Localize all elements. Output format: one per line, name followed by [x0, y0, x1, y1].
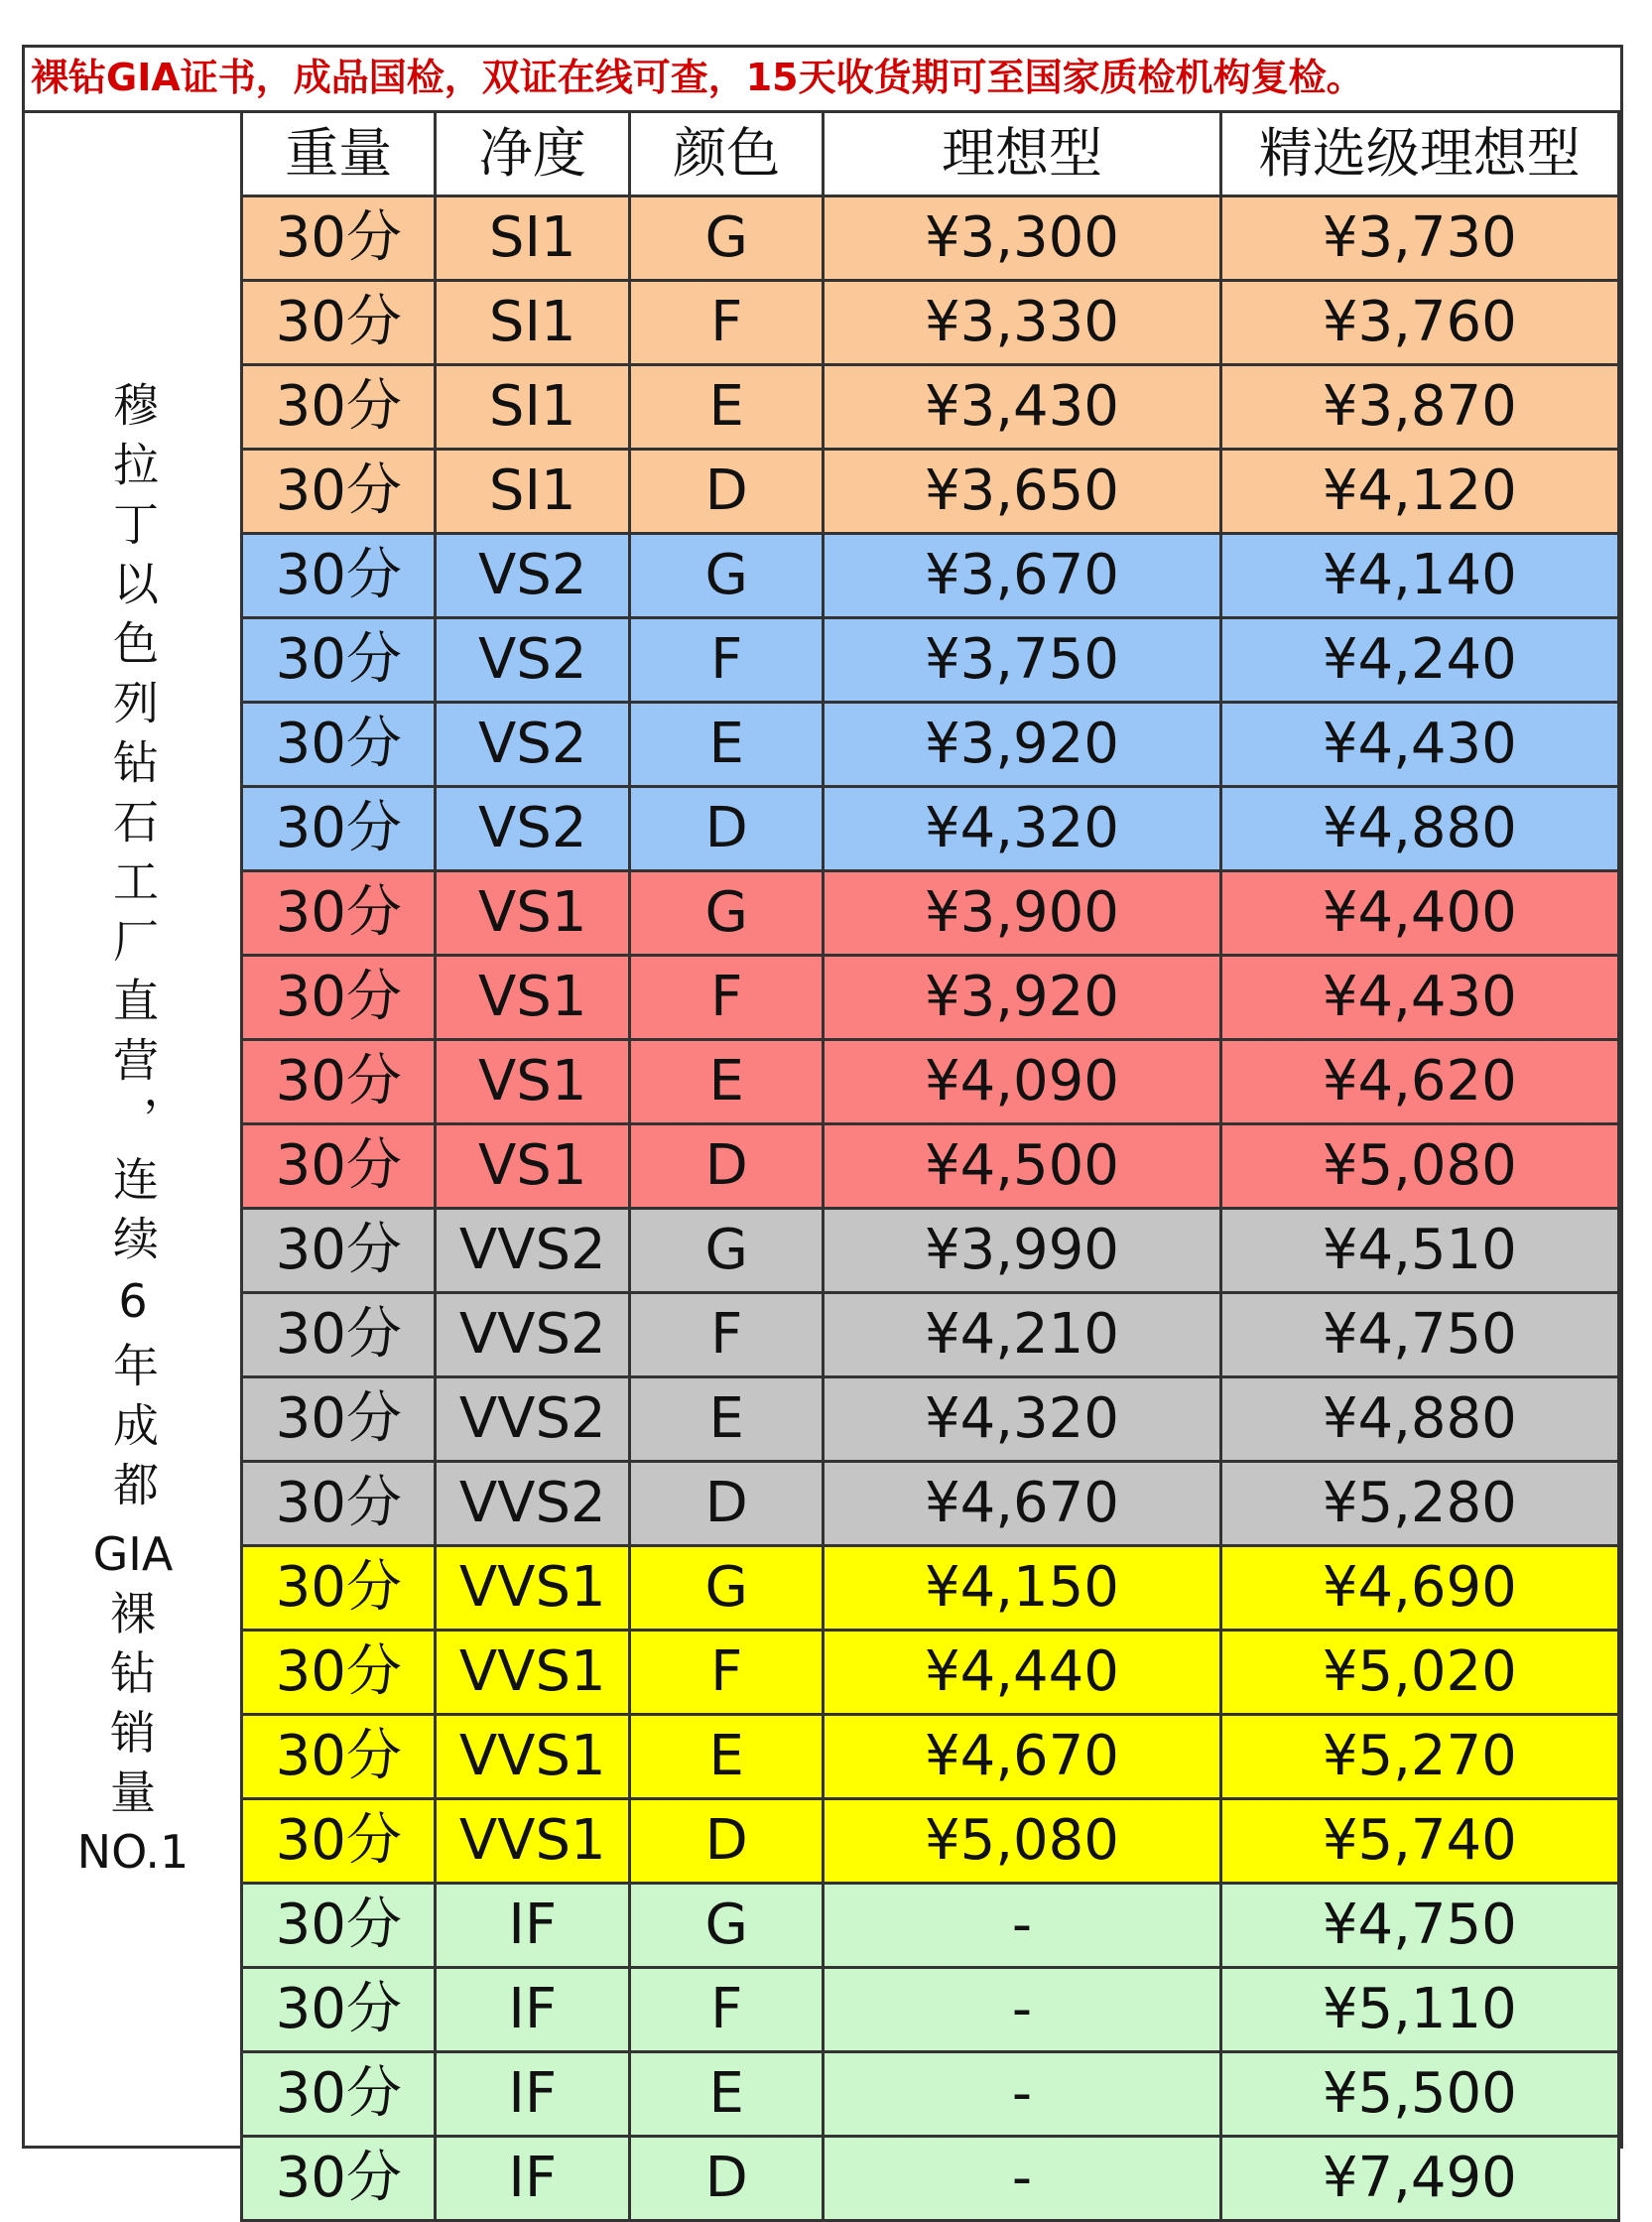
- cell-ideal-price: -: [824, 1884, 1220, 1968]
- header-ideal: 理想型: [824, 112, 1220, 196]
- table-row: [242, 956, 1619, 1040]
- cell-premium-price: ¥7,490: [1220, 2137, 1618, 2221]
- cell-premium-price: ¥4,120: [1220, 450, 1618, 534]
- table-row: [242, 703, 1619, 787]
- cell-ideal-price: ¥3,750: [824, 618, 1220, 703]
- table-row: [242, 1040, 1619, 1124]
- cell-weight: 30分: [242, 450, 436, 534]
- cell-color: D: [630, 1799, 824, 1884]
- cell-color: F: [630, 1968, 824, 2052]
- cell-clarity: VVS2: [436, 1377, 630, 1462]
- cell-color: G: [630, 1209, 824, 1293]
- cell-weight: 30分: [242, 1631, 436, 1715]
- cell-premium-price: ¥4,690: [1220, 1546, 1618, 1631]
- cell-weight: 30分: [242, 1040, 436, 1124]
- cell-clarity: VVS1: [436, 1546, 630, 1631]
- cell-color: E: [630, 1715, 824, 1799]
- table-body: [242, 196, 1619, 2221]
- cell-ideal-price: ¥4,670: [824, 1715, 1220, 1799]
- cell-ideal-price: ¥4,440: [824, 1631, 1220, 1715]
- cell-weight: 30分: [242, 787, 436, 871]
- cell-clarity: VS2: [436, 787, 630, 871]
- table-row: [242, 1462, 1619, 1546]
- cell-weight: 30分: [242, 1968, 436, 2052]
- side-label-tail: [77, 1524, 190, 1882]
- side-label-tail-line: 销: [110, 1705, 156, 1760]
- cell-premium-price: ¥5,080: [1220, 1124, 1618, 1209]
- cell-clarity: VS2: [436, 703, 630, 787]
- cell-color: E: [630, 1377, 824, 1462]
- table-row: [242, 1968, 1619, 2052]
- cell-color: G: [630, 871, 824, 956]
- cell-color: E: [630, 703, 824, 787]
- table-row: [242, 1546, 1619, 1631]
- cell-ideal-price: ¥4,320: [824, 1377, 1220, 1462]
- cell-clarity: VS1: [436, 871, 630, 956]
- cell-weight: 30分: [242, 956, 436, 1040]
- table-row: [242, 1631, 1619, 1715]
- cell-clarity: VVS2: [436, 1293, 630, 1377]
- cell-color: G: [630, 1546, 824, 1631]
- price-sheet: [22, 45, 1623, 2210]
- cell-premium-price: ¥5,270: [1220, 1715, 1618, 1799]
- cell-color: F: [630, 618, 824, 703]
- cell-premium-price: ¥4,430: [1220, 956, 1618, 1040]
- header-color: 颜色: [630, 112, 824, 196]
- header-weight: 重量: [242, 112, 436, 196]
- table-row: [242, 618, 1619, 703]
- cell-weight: 30分: [242, 365, 436, 450]
- cell-clarity: SI1: [436, 281, 630, 365]
- table-row: [242, 1377, 1619, 1462]
- cell-clarity: IF: [436, 2137, 630, 2221]
- cell-color: E: [630, 365, 824, 450]
- table-row: [242, 196, 1619, 281]
- cell-color: G: [630, 196, 824, 281]
- cell-weight: 30分: [242, 703, 436, 787]
- cell-color: D: [630, 450, 824, 534]
- side-label-tail-line: GIA: [92, 1526, 174, 1581]
- table-row: [242, 450, 1619, 534]
- cell-weight: 30分: [242, 2052, 436, 2137]
- cell-weight: 30分: [242, 871, 436, 956]
- cell-premium-price: ¥4,620: [1220, 1040, 1618, 1124]
- cell-weight: 30分: [242, 618, 436, 703]
- side-label-tail-line: 钻: [110, 1645, 156, 1700]
- header-premium-ideal: 精选级理想型: [1220, 112, 1618, 196]
- cell-clarity: SI1: [436, 365, 630, 450]
- cell-ideal-price: ¥5,080: [824, 1799, 1220, 1884]
- table-row: [242, 2052, 1619, 2137]
- table-row: [242, 871, 1619, 956]
- cell-clarity: VS1: [436, 1040, 630, 1124]
- cell-color: F: [630, 1293, 824, 1377]
- cell-color: G: [630, 1884, 824, 1968]
- cell-clarity: IF: [436, 1968, 630, 2052]
- table-row: [242, 534, 1619, 618]
- cell-clarity: IF: [436, 1884, 630, 1968]
- cell-color: F: [630, 281, 824, 365]
- table-row: [242, 1124, 1619, 1209]
- table-row: [242, 787, 1619, 871]
- side-label-vertical-text: 穆拉丁以色列钻石工厂直营，连续6年成都: [106, 380, 160, 1520]
- cell-weight: 30分: [242, 1884, 436, 1968]
- cell-ideal-price: ¥3,670: [824, 534, 1220, 618]
- cell-ideal-price: ¥4,150: [824, 1546, 1220, 1631]
- cell-weight: 30分: [242, 196, 436, 281]
- cell-ideal-price: ¥4,320: [824, 787, 1220, 871]
- cell-ideal-price: ¥3,430: [824, 365, 1220, 450]
- cell-premium-price: ¥3,760: [1220, 281, 1618, 365]
- cell-premium-price: ¥4,880: [1220, 1377, 1618, 1462]
- cell-premium-price: ¥4,750: [1220, 1884, 1618, 1968]
- cell-premium-price: ¥3,870: [1220, 365, 1618, 450]
- cell-clarity: VVS2: [436, 1209, 630, 1293]
- side-label-tail-line: 裸: [110, 1586, 156, 1640]
- side-label: [25, 113, 241, 2149]
- cell-premium-price: ¥4,750: [1220, 1293, 1618, 1377]
- cell-weight: 30分: [242, 1124, 436, 1209]
- cell-premium-price: ¥5,110: [1220, 1968, 1618, 2052]
- cell-ideal-price: ¥4,090: [824, 1040, 1220, 1124]
- cell-color: D: [630, 2137, 824, 2221]
- cell-color: E: [630, 2052, 824, 2137]
- cell-premium-price: ¥4,140: [1220, 534, 1618, 618]
- cell-weight: 30分: [242, 1715, 436, 1799]
- cell-weight: 30分: [242, 1546, 436, 1631]
- cell-ideal-price: ¥4,210: [824, 1293, 1220, 1377]
- cell-clarity: VVS1: [436, 1631, 630, 1715]
- cell-ideal-price: -: [824, 2052, 1220, 2137]
- cell-premium-price: ¥4,240: [1220, 618, 1618, 703]
- cell-weight: 30分: [242, 1209, 436, 1293]
- cell-premium-price: ¥4,430: [1220, 703, 1618, 787]
- cell-weight: 30分: [242, 1293, 436, 1377]
- cell-ideal-price: -: [824, 1968, 1220, 2052]
- cell-premium-price: ¥4,880: [1220, 787, 1618, 871]
- cell-clarity: VS1: [436, 1124, 630, 1209]
- cell-premium-price: ¥4,510: [1220, 1209, 1618, 1293]
- cell-clarity: SI1: [436, 196, 630, 281]
- cell-weight: 30分: [242, 1799, 436, 1884]
- table-row: [242, 281, 1619, 365]
- cell-ideal-price: ¥3,650: [824, 450, 1220, 534]
- promo-banner: 裸钻GIA证书，成品国检，双证在线可查，15天收货期可至国家质检机构复检。: [25, 48, 1620, 113]
- cell-clarity: VVS1: [436, 1715, 630, 1799]
- table-row: [242, 2137, 1619, 2221]
- table-row: [242, 1209, 1619, 1293]
- side-label-tail-line: NO.1: [76, 1824, 190, 1879]
- cell-weight: 30分: [242, 281, 436, 365]
- cell-ideal-price: ¥4,670: [824, 1462, 1220, 1546]
- cell-weight: 30分: [242, 1377, 436, 1462]
- cell-color: F: [630, 1631, 824, 1715]
- cell-clarity: IF: [436, 2052, 630, 2137]
- cell-color: D: [630, 1462, 824, 1546]
- table-row: [242, 1293, 1619, 1377]
- cell-premium-price: ¥5,280: [1220, 1462, 1618, 1546]
- cell-color: D: [630, 787, 824, 871]
- cell-ideal-price: ¥3,920: [824, 703, 1220, 787]
- cell-premium-price: ¥4,400: [1220, 871, 1618, 956]
- cell-ideal-price: -: [824, 2137, 1220, 2221]
- cell-weight: 30分: [242, 1462, 436, 1546]
- cell-clarity: VVS2: [436, 1462, 630, 1546]
- cell-ideal-price: ¥3,300: [824, 196, 1220, 281]
- table-row: [242, 1799, 1619, 1884]
- table-row: [242, 1884, 1619, 1968]
- side-label-tail-line: 量: [110, 1765, 156, 1819]
- table-row: [242, 1715, 1619, 1799]
- cell-premium-price: ¥5,020: [1220, 1631, 1618, 1715]
- cell-ideal-price: ¥3,900: [824, 871, 1220, 956]
- cell-ideal-price: ¥4,500: [824, 1124, 1220, 1209]
- cell-clarity: VVS1: [436, 1799, 630, 1884]
- cell-color: E: [630, 1040, 824, 1124]
- cell-ideal-price: ¥3,920: [824, 956, 1220, 1040]
- cell-clarity: VS1: [436, 956, 630, 1040]
- cell-color: G: [630, 534, 824, 618]
- table-header-row: [242, 112, 1619, 196]
- cell-color: D: [630, 1124, 824, 1209]
- cell-premium-price: ¥3,730: [1220, 196, 1618, 281]
- cell-premium-price: ¥5,740: [1220, 1799, 1618, 1884]
- cell-ideal-price: ¥3,330: [824, 281, 1220, 365]
- cell-clarity: SI1: [436, 450, 630, 534]
- diamond-price-table: [240, 110, 1620, 2222]
- cell-clarity: VS2: [436, 534, 630, 618]
- cell-ideal-price: ¥3,990: [824, 1209, 1220, 1293]
- cell-weight: 30分: [242, 2137, 436, 2221]
- cell-weight: 30分: [242, 534, 436, 618]
- cell-color: F: [630, 956, 824, 1040]
- cell-premium-price: ¥5,500: [1220, 2052, 1618, 2137]
- cell-clarity: VS2: [436, 618, 630, 703]
- table-row: [242, 365, 1619, 450]
- header-clarity: 净度: [436, 112, 630, 196]
